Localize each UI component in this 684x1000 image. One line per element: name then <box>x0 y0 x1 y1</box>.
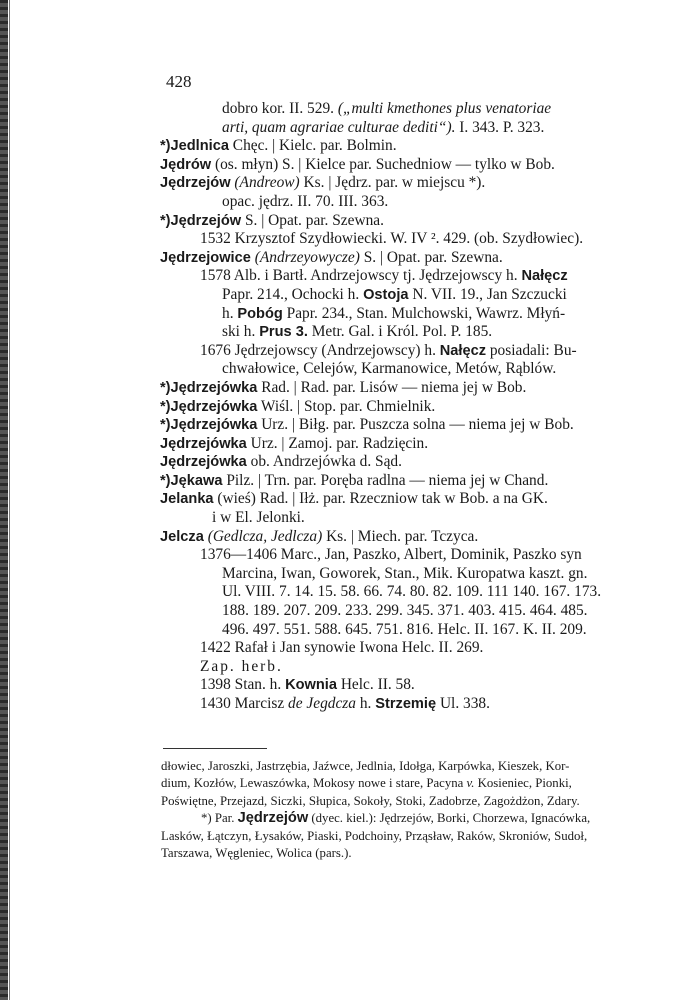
entry-text: ob. Andrzejówka d. Sąd. <box>246 453 402 471</box>
headword: *)Jędrzejówka <box>160 398 258 415</box>
entry-line <box>160 565 600 584</box>
headword: Jelanka <box>160 491 214 508</box>
entry-text: h. <box>356 695 376 712</box>
entry-text: (dyec. kiel.): Jędrzejów, Borki, Chorzewa, Ignacówka, <box>308 811 591 826</box>
entry-text: i w El. Jelonki. <box>212 509 305 527</box>
entry-text: S. | Opat. par. Szewna. <box>359 248 503 266</box>
entry-text: Urz. | Zamoj. par. Radzięcin. <box>246 434 429 452</box>
italic-text: v. <box>466 776 475 791</box>
entry-text: Wiśl. | Stop. par. Chmielnik. <box>257 397 436 415</box>
entry-line <box>160 119 600 138</box>
headword: Jędrów <box>160 156 212 173</box>
entry-line <box>160 137 600 156</box>
entry-line <box>160 490 600 509</box>
entry-text: dobro kor. II. 529. <box>222 100 338 117</box>
headword: *)Jękawa <box>160 472 223 489</box>
entry-text: N. VII. 19., Jan Szczucki <box>408 285 567 303</box>
footnotes <box>161 758 601 862</box>
footnote-line <box>161 775 601 792</box>
entry-text: Urz. | Biłg. par. Puszcza solna — niema jej w Bob. <box>257 416 574 434</box>
entry-text: 1398 Stan. h. <box>200 676 286 694</box>
entry-line <box>160 100 600 119</box>
gazetteer-entries <box>160 100 600 714</box>
entry-text: Zap. herb. <box>200 657 283 675</box>
entry-line <box>160 267 600 286</box>
entry-line <box>160 286 600 305</box>
entry-line <box>160 435 600 454</box>
headword: *)Jędrzejów <box>160 212 242 229</box>
headword: Jędrzejówka <box>160 435 247 452</box>
entry-text: Metr. Gal. i Król. Pol. P. 185. <box>307 323 493 341</box>
footnote-line <box>161 828 601 845</box>
footnote-separator <box>163 748 267 749</box>
headword: Nałęcz <box>439 342 487 359</box>
entry-text: (wieś) Rad. | Iłż. par. Rzeczniow tak w Bob. a na GK. <box>213 490 548 508</box>
entry-line <box>160 676 600 695</box>
entry-text: opac. jędrz. II. 70. III. 363. <box>222 192 389 210</box>
entry-text: Papr. 214., Ochocki h. <box>222 285 364 303</box>
headword: Prus 3. <box>259 324 308 341</box>
headword: Jędrzejówka <box>160 454 247 471</box>
entry-line <box>160 360 600 379</box>
entry-text: 496. 497. 551. 588. 645. 751. 816. Helc. II. 167. K. II. 209. <box>222 620 587 638</box>
entry-text: Ul. 338. <box>436 695 490 712</box>
entry-line <box>160 695 600 714</box>
entry-text: posiadali: Bu- <box>486 341 577 359</box>
headword: *)Jedlnica <box>160 138 229 155</box>
entry-line <box>160 249 600 268</box>
headword: Jędrzejów <box>160 175 231 192</box>
entry-text: *) Par. <box>201 811 238 826</box>
headword: Kownia <box>285 677 337 694</box>
entry-text: dium, Kozłów, Lewaszówka, Mokosy nowe i stare, Pacyna <box>161 776 467 791</box>
headword: Strzemię <box>375 696 437 712</box>
entry-line <box>160 583 600 602</box>
entry-text: Chęc. | Kielc. par. Bolmin. <box>228 137 397 155</box>
footnote-line <box>161 845 601 862</box>
entry-text: 1578 Alb. i Bartł. Andrzejowscy tj. Jędrzejowscy h. <box>200 267 522 285</box>
italic-text: arti, quam agrariae culturae dediti“). <box>222 118 456 136</box>
entry-text: h. <box>222 304 238 322</box>
entry-text: Pilz. | Trn. par. Poręba radlna — niema jej w Chand. <box>222 471 549 489</box>
entry-line <box>160 472 600 491</box>
headword: Nałęcz <box>521 268 568 285</box>
entry-line <box>160 193 600 212</box>
entry-text: (os. młyn) S. | Kielce par. Suchedniow — tylko w Bob. <box>211 155 555 173</box>
footnote-line <box>161 793 601 810</box>
scan-edge-shadow <box>0 0 8 1000</box>
entry-line <box>160 212 600 231</box>
entry-line <box>160 528 600 547</box>
entry-text: Ks. | Jędrz. par. w miejscu *). <box>299 174 486 192</box>
headword: *)Jędrzejówka <box>160 417 258 434</box>
entry-line <box>160 602 600 621</box>
entry-line <box>160 453 600 472</box>
entry-text: Helc. II. 58. <box>336 676 415 694</box>
entry-text: Lasków, Łątczyn, Łysaków, Piaski, Podchoiny, Prząsław, Raków, Skroniów, Sudoł, <box>161 828 588 843</box>
entry-text: ski h. <box>222 323 260 341</box>
entry-text: I. 343. P. 323. <box>455 118 545 136</box>
entry-text: Rad. | Rad. par. Lisów — niema jej w Bob. <box>257 378 527 396</box>
headword: Pobóg <box>237 305 283 322</box>
entry-line <box>160 621 600 640</box>
entry-line <box>160 305 600 324</box>
entry-line <box>160 398 600 417</box>
entry-line <box>160 509 600 528</box>
entry-text: 1376—1406 Marc., Jan, Paszko, Albert, Dominik, Paszko syn <box>200 546 582 564</box>
entry-text: 1532 Krzysztof Szydłowiecki. W. IV ². 429. (ob. Szydłowiec). <box>200 230 584 248</box>
entry-line <box>160 379 600 398</box>
entry-line <box>160 416 600 435</box>
headword: *)Jędrzejówka <box>160 379 258 396</box>
headword: Ostoja <box>363 286 409 303</box>
entry-text: S. | Opat. par. Szewna. <box>241 211 384 229</box>
headword: Jędrzejowice <box>160 249 251 266</box>
entry-text: Ks. | Miech. par. Tczyca. <box>322 527 479 545</box>
entry-text: Papr. 234., Stan. Mulchowski, Wawrz. Młyń- <box>282 304 566 322</box>
italic-text: (Andrzeyowycze) <box>254 248 360 266</box>
entry-text: Poświętne, Przejazd, Siczki, Słupica, Sokoły, Stoki, Zadobrze, Zagożdżon, Zdary. <box>161 793 580 808</box>
entry-text: 1676 Jędrzejowscy (Andrzejowscy) h. <box>200 341 440 359</box>
entry-line <box>160 323 600 342</box>
entry-line <box>160 230 600 249</box>
entry-text: chwałowice, Celejów, Karmanowice, Metów, Rąblów. <box>222 360 557 378</box>
entry-text: Ul. VIII. 7. 14. 15. 58. 66. 74. 80. 82. 109. 111 140. 167. 173. <box>222 583 602 601</box>
italic-text: (Gedlcza, Jedlcza) <box>207 527 323 545</box>
entry-line <box>160 658 600 677</box>
entry-text: Kosieniec, Pionki, <box>474 776 572 791</box>
footnote-line <box>161 758 601 775</box>
entry-line <box>160 546 600 565</box>
scan-edge-line <box>9 0 10 1000</box>
entry-text: 1422 Rafał i Jan synowie Iwona Helc. II. 269. <box>200 639 484 657</box>
italic-text: („multi kmethones plus venatoriae <box>337 100 552 117</box>
entry-line <box>160 639 600 658</box>
entry-text: dłowiec, Jaroszki, Jastrzębia, Jaźwce, Jedlnia, Idołga, Karpówka, Kieszek, Kor- <box>161 759 570 773</box>
entry-line <box>160 156 600 175</box>
italic-text: (Andreow) <box>234 174 300 192</box>
page-number: 428 <box>166 72 192 91</box>
entry-line <box>160 174 600 193</box>
entry-line <box>160 342 600 361</box>
headword: Jędrzejów <box>237 810 309 827</box>
entry-text: 188. 189. 207. 209. 233. 299. 345. 371. 403. 415. 464. 485. <box>222 602 588 620</box>
headword: Jelcza <box>160 528 204 545</box>
entry-text: 1430 Marcisz <box>200 695 289 712</box>
footnote-line <box>161 810 601 827</box>
entry-text: Tarszawa, Węgleniec, Wolica (pars.). <box>161 846 352 861</box>
italic-text: de Jegdcza <box>288 695 356 712</box>
entry-text: Marcina, Iwan, Goworek, Stan., Mik. Kuropatwa kaszt. gn. <box>222 564 588 582</box>
